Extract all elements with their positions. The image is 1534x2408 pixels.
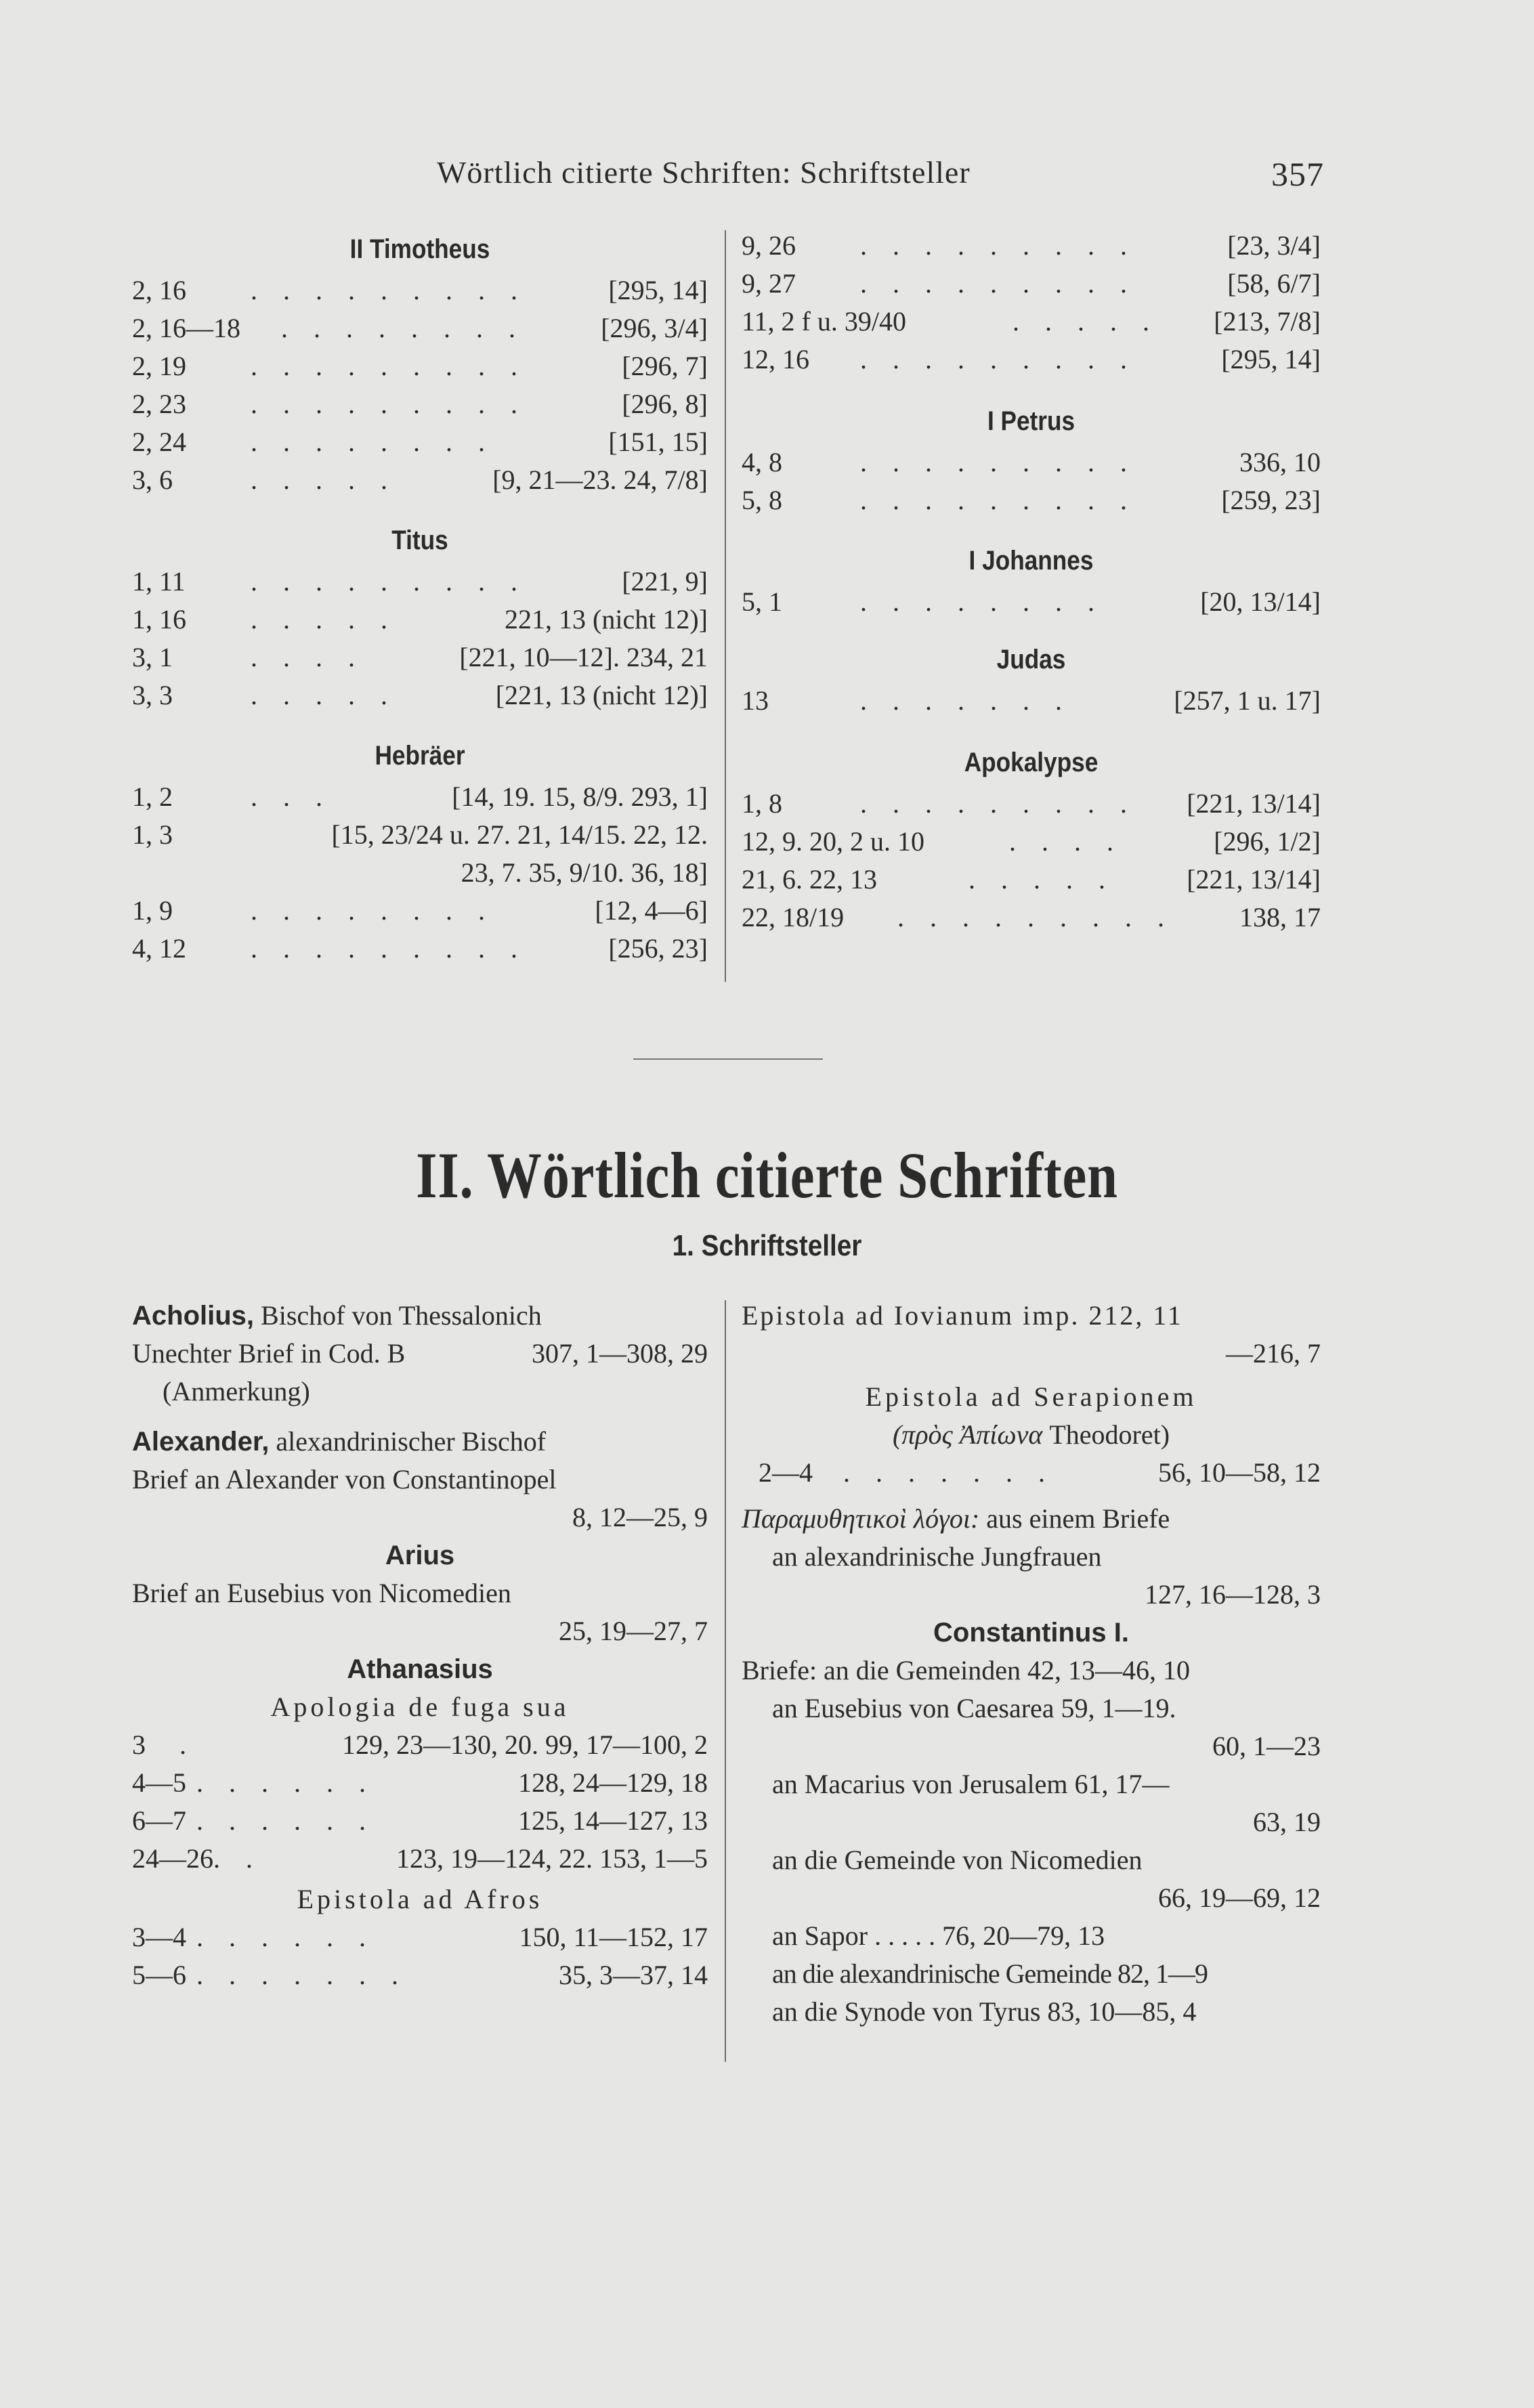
- index-row: 2, 16 . . . . . . . . . [295, 14]: [132, 275, 708, 305]
- index-row: 1, 3 [15, 23/24 u. 27. 21, 14/15. 22, 12.: [132, 819, 708, 850]
- running-title: Wörtlich citierte Schriften: Schriftsteller: [437, 155, 971, 190]
- index-row: 1, 2 . . . [14, 19. 15, 8/9. 293, 1]: [132, 781, 708, 812]
- section-divider: [633, 1058, 823, 1060]
- entry-line: Epistola ad Iovianum imp. 212, 11: [742, 1300, 1183, 1331]
- column-divider-bottom: [725, 1300, 726, 2062]
- index-right-column: [742, 227, 1321, 937]
- authors-left-column: [132, 1297, 708, 1994]
- authors-right-column: [742, 1297, 1321, 2031]
- author-entry-acholius: Acholius, Bischof von Thessalonich: [132, 1300, 542, 1331]
- index-heading: I Petrus: [987, 406, 1075, 436]
- entry-line: Briefe: an die Gemeinden 42, 13—46, 10: [742, 1655, 1191, 1685]
- index-row: 5, 8 . . . . . . . . . [259, 23]: [742, 485, 1321, 515]
- index-heading: I Johannes: [968, 546, 1094, 576]
- index-row: 21, 6. 22, 13 . . . . . [221, 13/14]: [742, 864, 1321, 895]
- index-row: 12, 16 . . . . . . . . . [295, 14]: [742, 344, 1321, 374]
- entry-line: 127, 16—128, 3: [1145, 1579, 1321, 1610]
- index-row: 22, 18/19 . . . . . . . . . 138, 17: [742, 902, 1321, 932]
- index-row: 9, 27 . . . . . . . . . [58, 6/7]: [742, 268, 1321, 299]
- index-row: 13 . . . . . . . [257, 1 u. 17]: [742, 685, 1321, 716]
- entry-line: 4—5 . . . . . . 128, 24—129, 18: [132, 1767, 708, 1798]
- column-divider-top: [725, 230, 726, 982]
- entry-line: an die Gemeinde von Nicomedien: [772, 1845, 1143, 1875]
- entry-line: Brief an Alexander von Constantinopel: [132, 1464, 557, 1495]
- entry-line: (Anmerkung): [163, 1376, 310, 1406]
- index-row: 2, 16—18 . . . . . . . . [296, 3/4]: [132, 313, 708, 343]
- index-row: 11, 2 f u. 39/40 . . . . . [213, 7/8]: [742, 306, 1321, 337]
- entry-line: 24—26 . . 123, 19—124, 22. 153, 1—5: [132, 1843, 708, 1874]
- index-row: 3, 6 . . . . . [9, 21—23. 24, 7/8]: [132, 465, 708, 495]
- author-name: Acholius,: [132, 1301, 255, 1331]
- index-row: 1, 16 . . . . . 221, 13 (nicht 12)]: [132, 604, 708, 635]
- entry-line: 60, 1—23: [1212, 1731, 1321, 1761]
- index-row: 1, 9 . . . . . . . . [12, 4—6]: [132, 895, 708, 926]
- index-heading: Hebräer: [375, 741, 465, 771]
- index-heading: Titus: [391, 525, 448, 555]
- index-row: 4, 8 . . . . . . . . . 336, 10: [742, 447, 1321, 477]
- index-row: 1, 8 . . . . . . . . . [221, 13/14]: [742, 788, 1321, 819]
- index-row: 4, 12 . . . . . . . . . [256, 23]: [132, 933, 708, 964]
- index-row: 3, 3 . . . . . [221, 13 (nicht 12)]: [132, 680, 708, 710]
- author-name-arius: Arius: [385, 1541, 455, 1570]
- entry-line: an Eusebius von Caesarea 59, 1—19.: [772, 1693, 1176, 1723]
- index-row: 9, 26 . . . . . . . . . [23, 3/4]: [742, 230, 1321, 261]
- index-row: 3, 1 . . . . [221, 10—12]. 234, 21: [132, 642, 708, 672]
- entry-line: 2—4 . . . . . . . 56, 10—58, 12: [759, 1457, 1321, 1488]
- index-row: 12, 9. 20, 2 u. 10 . . . . [296, 1/2]: [742, 826, 1321, 857]
- index-heading: II Timotheus: [349, 234, 490, 264]
- work-title: Epistola ad Serapionem: [865, 1381, 1197, 1412]
- entry-line: an die alexandrinische Gemeinde 82, 1—9: [772, 1958, 1208, 1989]
- index-heading: Apokalypse: [964, 748, 1099, 777]
- entry-line: 63, 19: [1253, 1807, 1321, 1837]
- entry-line: 5—6 . . . . . . . 35, 3—37, 14: [132, 1960, 708, 1990]
- index-row: 2, 19 . . . . . . . . . [296, 7]: [132, 351, 708, 381]
- author-name: Alexander,: [132, 1427, 270, 1457]
- entry-line: an Sapor . . . . . 76, 20—79, 13: [772, 1920, 1105, 1951]
- section-heading: II. Wörtlich citierte Schriften: [416, 1139, 1118, 1211]
- index-row: 2, 24 . . . . . . . . [151, 15]: [132, 427, 708, 457]
- entry-line: 25, 19—27, 7: [559, 1616, 708, 1646]
- work-title: Epistola ad Afros: [297, 1884, 543, 1914]
- index-row: 2, 23 . . . . . . . . . [296, 8]: [132, 389, 708, 419]
- entry-line: 6—7 . . . . . . 125, 14—127, 13: [132, 1805, 708, 1836]
- work-title: Apologia de fuga sua: [270, 1692, 570, 1722]
- entry-line: —216, 7: [1226, 1338, 1321, 1369]
- entry-line: Unechter Brief in Cod. B 307, 1—308, 29: [132, 1338, 708, 1369]
- entry-line: Παραμυθητικοὶ λόγοι: aus einem Briefe: [742, 1503, 1170, 1534]
- author-name-athanasius: Athanasius: [347, 1654, 493, 1684]
- entry-line: 3—4 . . . . . . 150, 11—152, 17: [132, 1922, 708, 1952]
- entry-line: an alexandrinische Jungfrauen: [772, 1541, 1102, 1572]
- entry-line: (πρὸς Ἀπίωνα Theodoret): [892, 1419, 1170, 1450]
- entry-line: 3 . 129, 23—130, 20. 99, 17—100, 2: [132, 1729, 708, 1760]
- index-heading: Judas: [996, 645, 1066, 674]
- entry-line: an Macarius von Jerusalem 61, 17—: [772, 1769, 1170, 1799]
- entry-line: an die Synode von Tyrus 83, 10—85, 4: [772, 1996, 1197, 2027]
- index-row: 5, 1 . . . . . . . . [20, 13/14]: [742, 586, 1321, 617]
- author-name-constantinus: Constantinus I.: [933, 1618, 1129, 1648]
- entry-line: 66, 19—69, 12: [1158, 1883, 1321, 1913]
- index-row: 1, 11 . . . . . . . . . [221, 9]: [132, 566, 708, 597]
- entry-line: Brief an Eusebius von Nicomedien: [132, 1578, 511, 1608]
- author-entry-alexander: Alexander, alexandrinischer Bischof: [132, 1426, 547, 1457]
- section-subheading: 1. Schriftsteller: [672, 1229, 862, 1262]
- entry-line: 8, 12—25, 9: [572, 1502, 708, 1532]
- page-number: 357: [1271, 155, 1324, 193]
- index-row: 23, 7. 35, 9/10. 36, 18]: [461, 857, 708, 888]
- index-left-column: [132, 227, 708, 968]
